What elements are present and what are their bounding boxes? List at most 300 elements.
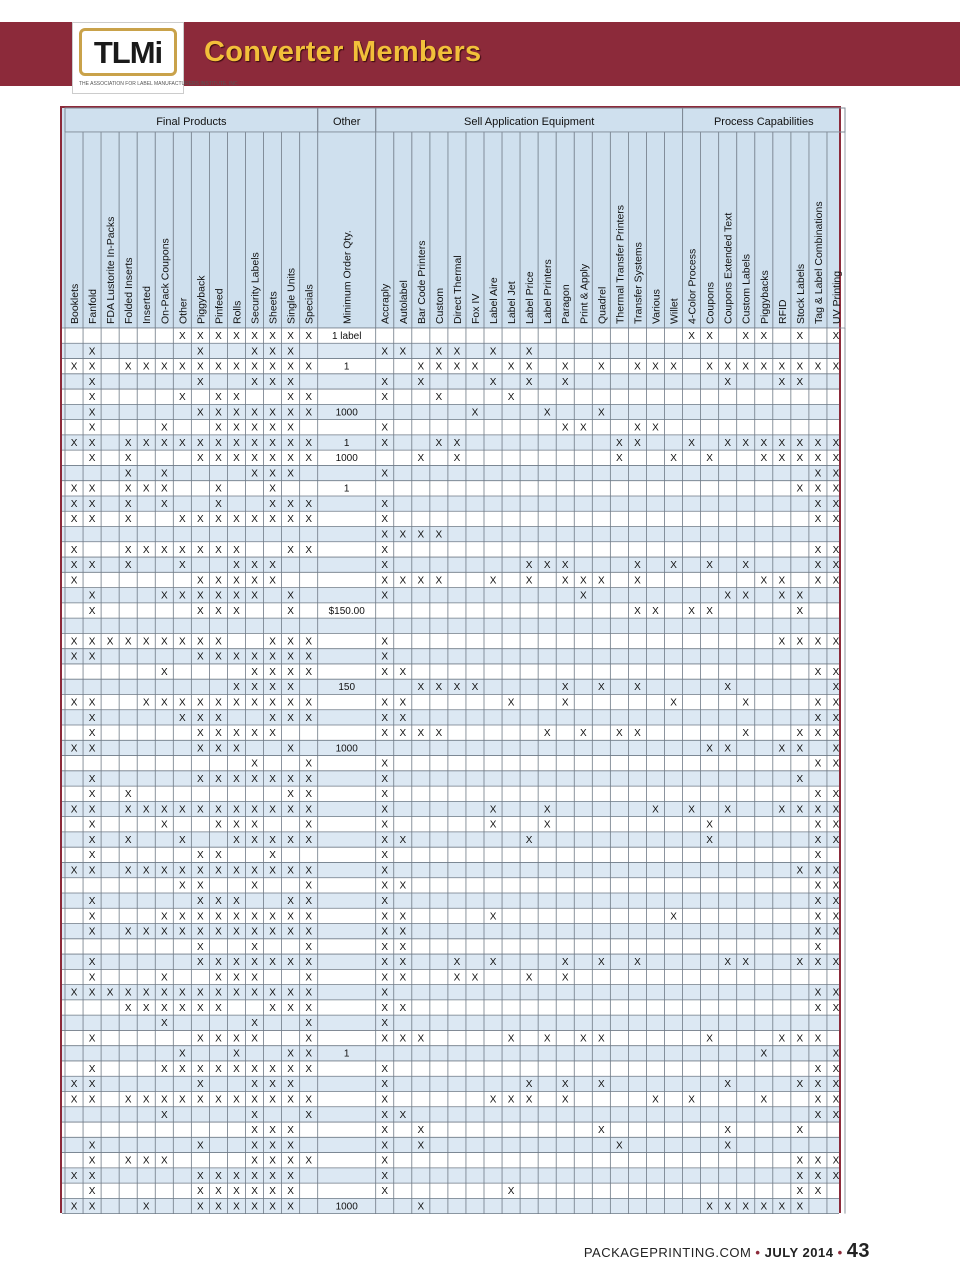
cell-mark: X	[197, 987, 204, 999]
table-row	[62, 618, 839, 633]
cell-mark: X	[88, 1186, 96, 1198]
cell-mark: X	[215, 407, 222, 419]
cell-mark: X	[160, 483, 168, 495]
cell-mark: X	[197, 1063, 204, 1075]
column-header-label: Thermal Transfer Printers	[614, 204, 627, 324]
cell-mark: X	[561, 376, 569, 388]
cell-mark: X	[124, 361, 132, 373]
cell-mark: X	[832, 437, 840, 449]
cell-mark: X	[399, 529, 407, 541]
cell-mark: X	[305, 819, 313, 831]
cell-mark: X	[381, 987, 389, 999]
cell-mark: X	[381, 819, 389, 831]
cell-mark: X	[305, 331, 313, 342]
cell-mark: X	[251, 957, 258, 969]
cell-mark: X	[215, 819, 222, 831]
cell-mark: X	[814, 453, 822, 465]
cell-mark: X	[88, 422, 96, 434]
cell-mark: X	[215, 911, 222, 923]
min-order-value: 1	[343, 361, 350, 373]
cell-mark: X	[142, 804, 150, 816]
cell-mark: X	[215, 1094, 222, 1106]
cell-mark: X	[381, 804, 389, 816]
cell-mark: X	[160, 1155, 168, 1167]
column-header-label: Specials	[303, 284, 316, 324]
cell-mark: X	[287, 911, 294, 923]
cell-mark: X	[579, 422, 587, 434]
cell-mark: X	[251, 575, 258, 587]
cell-mark: X	[269, 376, 276, 388]
cell-mark: X	[269, 697, 276, 709]
cell-mark: X	[269, 1140, 276, 1152]
cell-mark: X	[814, 987, 822, 999]
cell-mark: X	[160, 1109, 168, 1121]
cell-mark: X	[832, 758, 840, 770]
column-header-label: Piggybacks	[758, 270, 771, 324]
cell-mark: X	[88, 1201, 96, 1213]
cell-mark: X	[251, 682, 258, 694]
table-row	[62, 664, 839, 679]
cell-mark: X	[178, 392, 186, 404]
cell-mark: X	[814, 926, 822, 938]
cell-mark: X	[305, 392, 313, 404]
cell-mark: X	[381, 1033, 389, 1045]
cell-mark: X	[305, 911, 313, 923]
cell-mark: X	[215, 804, 222, 816]
cell-mark: X	[269, 1186, 276, 1198]
cell-mark: X	[287, 437, 294, 449]
cell-mark: X	[543, 728, 551, 740]
cell-mark: X	[233, 682, 240, 694]
cell-mark: X	[88, 697, 96, 709]
cell-mark: X	[197, 514, 204, 526]
cell-mark: X	[381, 1125, 389, 1137]
cell-mark: X	[305, 437, 313, 449]
cell-mark: X	[233, 453, 240, 465]
cell-mark: X	[724, 1201, 732, 1213]
cell-mark: X	[724, 590, 732, 602]
cell-mark: X	[399, 834, 407, 846]
cell-mark: X	[724, 437, 732, 449]
cell-mark: X	[287, 1186, 294, 1198]
cell-mark: X	[796, 1125, 804, 1137]
cell-mark: X	[471, 972, 479, 984]
cell-mark: X	[215, 605, 222, 617]
cell-mark: X	[814, 1186, 822, 1198]
cell-mark: X	[160, 911, 168, 923]
cell-mark: X	[197, 1033, 204, 1045]
cell-mark: X	[233, 1186, 240, 1198]
cell-mark: X	[543, 407, 551, 419]
cell-mark: X	[251, 590, 258, 602]
cell-mark: X	[269, 498, 276, 510]
column-header-label: Willet	[668, 298, 681, 324]
cell-mark: X	[197, 1079, 204, 1091]
cell-mark: X	[197, 697, 204, 709]
cell-mark: X	[832, 1063, 840, 1075]
cell-mark: X	[251, 1063, 258, 1075]
cell-mark: X	[381, 773, 389, 785]
cell-mark: X	[233, 575, 240, 587]
cell-mark: X	[215, 636, 222, 648]
cell-mark: X	[233, 560, 240, 572]
cell-mark: X	[160, 422, 168, 434]
cell-mark: X	[814, 560, 822, 572]
cell-mark: X	[178, 834, 186, 846]
cell-mark: X	[178, 987, 186, 999]
cell-mark: X	[88, 895, 96, 907]
cell-mark: X	[832, 361, 840, 373]
cell-mark: X	[269, 407, 276, 419]
cell-mark: X	[142, 1002, 150, 1014]
cell-mark: X	[778, 376, 786, 388]
cell-mark: X	[233, 605, 240, 617]
cell-mark: X	[489, 376, 497, 388]
cell-mark: X	[435, 575, 443, 587]
cell-mark: X	[597, 575, 605, 587]
cell-mark: X	[814, 865, 822, 877]
cell-mark: X	[287, 789, 294, 801]
table-row	[62, 572, 839, 587]
cell-mark: X	[760, 575, 768, 587]
cell-mark: X	[251, 1079, 258, 1091]
group-header-label: Final Products	[156, 116, 227, 128]
cell-mark: X	[305, 636, 313, 648]
cell-mark: X	[287, 1201, 294, 1213]
cell-mark: X	[160, 865, 168, 877]
cell-mark: X	[381, 1079, 389, 1091]
cell-mark: X	[760, 361, 768, 373]
cell-mark: X	[742, 728, 750, 740]
cell-mark: X	[269, 850, 276, 862]
cell-mark: X	[381, 437, 389, 449]
cell-mark: X	[381, 1140, 389, 1152]
cell-mark: X	[305, 926, 313, 938]
cell-mark: X	[251, 1186, 258, 1198]
cell-mark: X	[832, 804, 840, 816]
cell-mark: X	[814, 880, 822, 892]
cell-mark: X	[832, 1170, 840, 1182]
min-order-value: 1000	[335, 407, 358, 419]
cell-mark: X	[287, 987, 294, 999]
cell-mark: X	[124, 1094, 132, 1106]
cell-mark: X	[197, 1201, 204, 1213]
cell-mark: X	[417, 529, 425, 541]
cell-mark: X	[507, 697, 515, 709]
cell-mark: X	[70, 544, 78, 556]
cell-mark: X	[453, 957, 461, 969]
cell-mark: X	[489, 346, 497, 358]
cell-mark: X	[160, 468, 168, 480]
cell-mark: X	[814, 437, 822, 449]
cell-mark: X	[197, 376, 204, 388]
cell-mark: X	[70, 865, 78, 877]
cell-mark: X	[287, 682, 294, 694]
cell-mark: X	[796, 743, 804, 755]
table-row	[62, 1137, 839, 1152]
cell-mark: X	[233, 437, 240, 449]
cell-mark: X	[305, 1063, 313, 1075]
cell-mark: X	[670, 560, 677, 572]
cell-mark: X	[778, 804, 786, 816]
cell-mark: X	[381, 468, 389, 480]
cell-mark: X	[160, 636, 168, 648]
cell-mark: X	[417, 728, 425, 740]
column-header-label: On-Pack Coupons	[159, 238, 172, 324]
cell-mark: X	[305, 804, 313, 816]
min-order-value: 1	[343, 483, 350, 495]
table-row	[62, 1015, 839, 1030]
cell-mark: X	[197, 728, 204, 740]
cell-mark: X	[435, 529, 443, 541]
table-row	[62, 771, 839, 786]
cell-mark: X	[724, 957, 732, 969]
column-header-label: UV Printing	[830, 270, 843, 324]
min-order-value: 150	[338, 682, 356, 694]
cell-mark: X	[70, 483, 78, 495]
cell-mark: X	[670, 697, 677, 709]
cell-mark: X	[160, 666, 168, 678]
cell-mark: X	[88, 453, 96, 465]
cell-mark: X	[507, 392, 515, 404]
cell-mark: X	[160, 498, 168, 510]
cell-mark: X	[251, 773, 258, 785]
table-row	[62, 725, 839, 740]
cell-mark: X	[597, 682, 605, 694]
cell-mark: X	[251, 1094, 258, 1106]
cell-mark: X	[381, 758, 389, 770]
cell-mark: X	[251, 1201, 258, 1213]
cell-mark: X	[706, 605, 713, 617]
cell-mark: X	[70, 437, 78, 449]
table-row	[62, 404, 839, 419]
cell-mark: X	[70, 361, 78, 373]
cell-mark: X	[215, 743, 222, 755]
cell-mark: X	[381, 1018, 389, 1030]
cell-mark: X	[399, 880, 407, 892]
cell-mark: X	[287, 1094, 294, 1106]
cell-mark: X	[124, 789, 132, 801]
cell-mark: X	[70, 651, 78, 663]
cell-mark: X	[453, 346, 461, 358]
cell-mark: X	[269, 1155, 276, 1167]
cell-mark: X	[814, 1063, 822, 1075]
cell-mark: X	[381, 1186, 389, 1198]
cell-mark: X	[525, 1094, 533, 1106]
cell-mark: X	[399, 957, 407, 969]
cell-mark: X	[197, 1140, 204, 1152]
cell-mark: X	[507, 361, 515, 373]
cell-mark: X	[832, 560, 840, 572]
table-row	[62, 847, 839, 862]
cell-mark: X	[269, 911, 276, 923]
cell-mark: X	[215, 697, 222, 709]
cell-mark: X	[88, 361, 96, 373]
cell-mark: X	[269, 682, 276, 694]
cell-mark: X	[215, 728, 222, 740]
cell-mark: X	[597, 407, 605, 419]
cell-mark: X	[634, 422, 641, 434]
cell-mark: X	[251, 651, 258, 663]
cell-mark: X	[616, 728, 623, 740]
cell-mark: X	[269, 575, 276, 587]
cell-mark: X	[579, 1033, 587, 1045]
cell-mark: X	[706, 361, 713, 373]
cell-mark: X	[215, 331, 222, 342]
cell-mark: X	[305, 498, 313, 510]
cell-mark: X	[287, 1155, 294, 1167]
cell-mark: X	[543, 560, 551, 572]
cell-mark: X	[305, 712, 313, 724]
cell-mark: X	[796, 865, 804, 877]
cell-mark: X	[178, 331, 186, 342]
cell-mark: X	[796, 483, 804, 495]
cell-mark: X	[742, 331, 750, 342]
cell-mark: X	[417, 1140, 425, 1152]
cell-mark: X	[435, 682, 443, 694]
cell-mark: X	[832, 1002, 840, 1014]
cell-mark: X	[814, 544, 822, 556]
cell-mark: X	[579, 575, 587, 587]
cell-mark: X	[832, 498, 840, 510]
cell-mark: X	[305, 972, 313, 984]
table-row	[62, 969, 839, 984]
cell-mark: X	[543, 819, 551, 831]
cell-mark: X	[88, 819, 96, 831]
cell-mark: X	[70, 560, 78, 572]
cell-mark: X	[233, 728, 240, 740]
cell-mark: X	[561, 361, 569, 373]
cell-mark: X	[287, 361, 294, 373]
cell-mark: X	[269, 636, 276, 648]
cell-mark: X	[814, 697, 822, 709]
cell-mark: X	[197, 895, 204, 907]
cell-mark: X	[251, 911, 258, 923]
cell-mark: X	[561, 1079, 569, 1091]
cell-mark: X	[796, 1155, 804, 1167]
cell-mark: X	[70, 987, 78, 999]
cell-mark: X	[233, 972, 240, 984]
cell-mark: X	[124, 560, 132, 572]
cell-mark: X	[381, 666, 389, 678]
cell-mark: X	[616, 437, 623, 449]
cell-mark: X	[88, 498, 96, 510]
cell-mark: X	[814, 758, 822, 770]
cell-mark: X	[215, 590, 222, 602]
column-header-label: Custom Labels	[740, 253, 753, 324]
table-row	[62, 527, 839, 542]
min-order-value: $150.00	[328, 605, 365, 617]
cell-mark: X	[399, 1002, 407, 1014]
cell-mark: X	[269, 468, 276, 480]
cell-mark: X	[160, 361, 168, 373]
cell-mark: X	[489, 575, 497, 587]
cell-mark: X	[233, 804, 240, 816]
cell-mark: X	[197, 361, 204, 373]
cell-mark: X	[215, 651, 222, 663]
cell-mark: X	[796, 957, 804, 969]
cell-mark: X	[305, 1033, 313, 1045]
cell-mark: X	[215, 773, 222, 785]
cell-mark: X	[814, 1033, 822, 1045]
cell-mark: X	[814, 712, 822, 724]
cell-mark: X	[381, 941, 389, 953]
cell-mark: X	[197, 636, 204, 648]
cell-mark: X	[778, 437, 786, 449]
cell-mark: X	[814, 468, 822, 480]
cell-mark: X	[688, 804, 695, 816]
cell-mark: X	[160, 437, 168, 449]
group-header-label: Sell Application Equipment	[464, 116, 595, 128]
cell-mark: X	[197, 957, 204, 969]
cell-mark: X	[88, 407, 96, 419]
column-header-label: Fox IV	[469, 293, 482, 324]
cell-mark: X	[814, 514, 822, 526]
cell-mark: X	[287, 376, 294, 388]
cell-mark: X	[197, 346, 204, 358]
cell-mark: X	[832, 895, 840, 907]
cell-mark: X	[525, 376, 533, 388]
cell-mark: X	[142, 437, 150, 449]
cell-mark: X	[832, 697, 840, 709]
cell-mark: X	[233, 1170, 240, 1182]
cell-mark: X	[561, 1094, 569, 1106]
cell-mark: X	[634, 728, 641, 740]
cell-mark: X	[778, 453, 786, 465]
cell-mark: X	[197, 926, 204, 938]
cell-mark: X	[269, 483, 276, 495]
cell-mark: X	[399, 575, 407, 587]
cell-mark: X	[305, 1048, 313, 1060]
cell-mark: X	[251, 926, 258, 938]
cell-mark: X	[832, 957, 840, 969]
cell-mark: X	[742, 1201, 750, 1213]
column-header-label: Other	[177, 297, 190, 324]
column-header-label: Fanfold	[87, 288, 100, 324]
cell-mark: X	[417, 682, 425, 694]
cell-mark: X	[471, 407, 479, 419]
cell-mark: X	[832, 483, 840, 495]
cell-mark: X	[832, 712, 840, 724]
cell-mark: X	[251, 972, 258, 984]
cell-mark: X	[178, 911, 186, 923]
cell-mark: X	[269, 987, 276, 999]
table-row	[62, 420, 839, 435]
cell-mark: X	[724, 804, 732, 816]
cell-mark: X	[814, 728, 822, 740]
cell-mark: X	[142, 697, 150, 709]
cell-mark: X	[832, 987, 840, 999]
cell-mark: X	[305, 453, 313, 465]
cell-mark: X	[88, 483, 96, 495]
cell-mark: X	[814, 1155, 822, 1167]
logo-text: TLMi	[93, 35, 163, 70]
cell-mark: X	[399, 712, 407, 724]
column-header-label: Label Aire	[488, 277, 501, 324]
cell-mark: X	[124, 483, 132, 495]
cell-mark: X	[88, 1170, 96, 1182]
column-header-label: 4-Color Process	[686, 248, 699, 324]
cell-mark: X	[269, 346, 276, 358]
cell-mark: X	[287, 651, 294, 663]
cell-mark: X	[832, 514, 840, 526]
cell-mark: X	[124, 468, 132, 480]
cell-mark: X	[381, 392, 389, 404]
cell-mark: X	[287, 865, 294, 877]
cell-mark: X	[561, 422, 569, 434]
cell-mark: X	[178, 1094, 186, 1106]
cell-mark: X	[70, 697, 78, 709]
